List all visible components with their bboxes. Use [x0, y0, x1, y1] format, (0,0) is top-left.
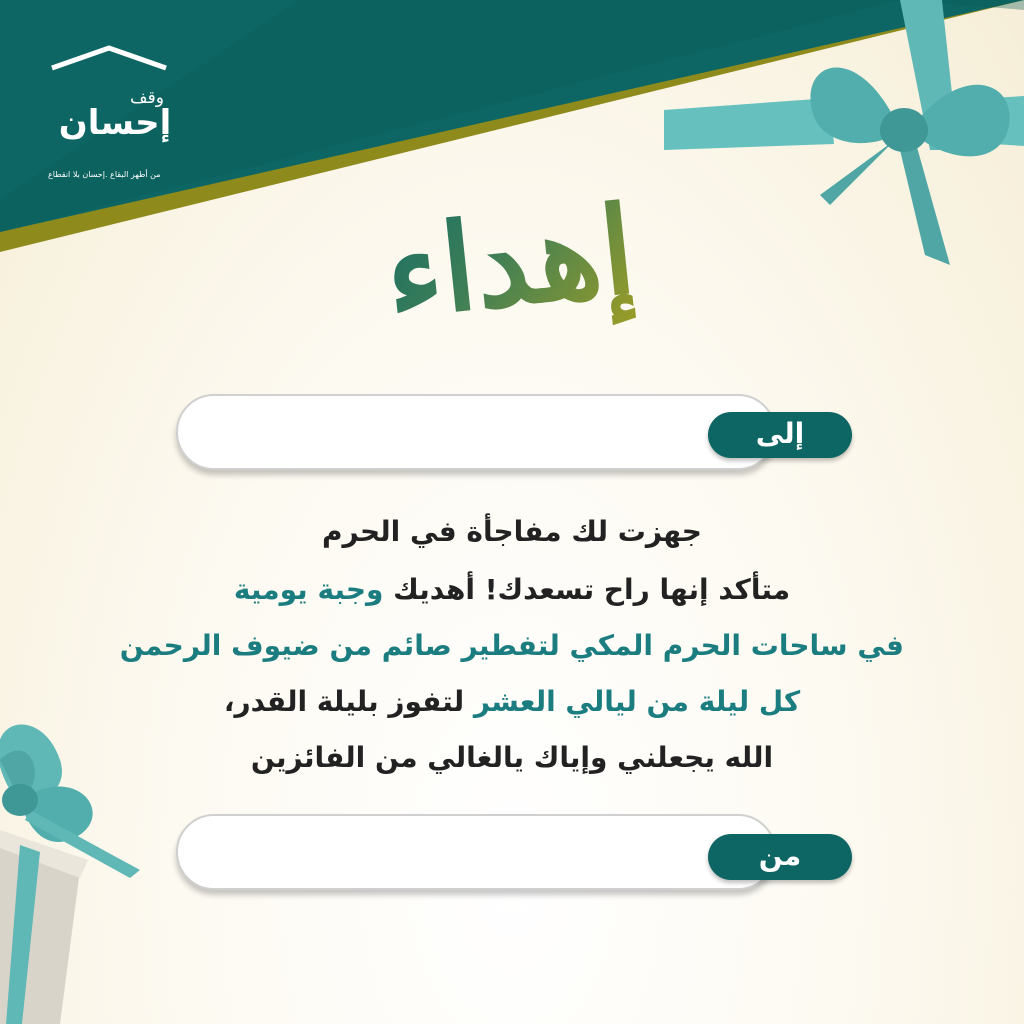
- message-line-4-teal-b: ليالي العشر: [464, 685, 637, 718]
- logo-name: إحسان: [58, 103, 172, 143]
- house-roof-icon: [44, 42, 174, 82]
- waqf-ihsan-logo: [44, 42, 192, 179]
- message-line-4-teal-a: كل ليلة من: [636, 685, 801, 718]
- message-line-4: [120, 682, 904, 722]
- message-line-5: الله يجعلني وإياك يالغالي من الفائزين: [250, 741, 774, 774]
- page-title: إهداء: [371, 155, 649, 371]
- from-label-badge: من: [708, 834, 852, 880]
- message-line-1: جهزت لك مفاجأة في الحرم: [322, 515, 702, 548]
- message-line-4-dark: لتفوز بليلة القدر،: [223, 685, 465, 718]
- from-name-field[interactable]: [176, 814, 776, 890]
- logo-tagline: من أطهر البقاع .إحسان بلا انقطاع: [48, 170, 161, 179]
- gift-box-icon: [0, 724, 140, 1024]
- to-label-badge: إلى: [708, 412, 852, 458]
- message-line-2-dark: متأكد إنها راح تسعدك! أهديك: [383, 573, 791, 606]
- message-line-3: في ساحات الحرم المكي لتفطير صائم من ضيوف الرحمن: [119, 629, 904, 662]
- logo-small-text: وقف: [130, 88, 164, 108]
- message-line-2: [120, 570, 904, 610]
- to-name-field[interactable]: [176, 394, 776, 470]
- message-line-2-teal: وجبة يومية: [233, 573, 384, 606]
